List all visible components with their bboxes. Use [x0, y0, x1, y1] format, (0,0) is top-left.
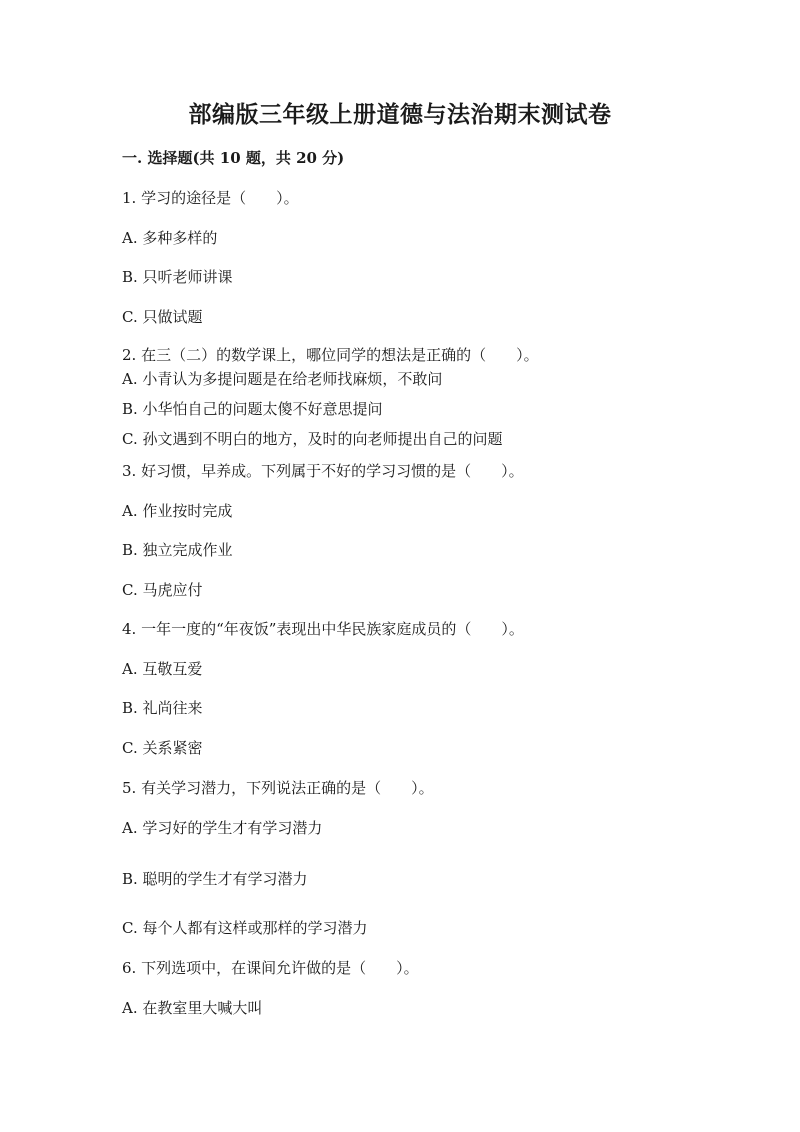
- question-1-option-a: A. 多种多样的: [122, 229, 218, 247]
- question-3-option-c: C. 马虎应付: [122, 581, 203, 599]
- question-5-stem: 5. 有关学习潜力，下列说法正确的是（ ）。: [122, 779, 434, 797]
- question-4-option-c: C. 关系紧密: [122, 739, 203, 757]
- question-3-option-a: A. 作业按时完成: [122, 502, 233, 520]
- question-3-stem: 3. 好习惯，早养成。下列属于不好的学习习惯的是（ ）。: [122, 462, 524, 480]
- question-2-option-c: C. 孙文遇到不明白的地方，及时的向老师提出自己的问题: [122, 430, 503, 448]
- question-1-option-c: C. 只做试题: [122, 308, 203, 326]
- exam-title: 部编版三年级上册道德与法治期末测试卷: [188, 101, 612, 128]
- question-1-option-b: B. 只听老师讲课: [122, 268, 233, 286]
- question-4-option-b: B. 礼尚往来: [122, 699, 203, 717]
- question-5-option-b: B. 聪明的学生才有学习潜力: [122, 870, 308, 888]
- question-2-option-a: A. 小青认为多提问题是在给老师找麻烦，不敢问: [122, 370, 443, 388]
- question-6-stem: 6. 下列选项中，在课间允许做的是（ ）。: [122, 959, 419, 977]
- question-5-option-a: A. 学习好的学生才有学习潜力: [122, 819, 323, 837]
- question-4-stem: 4. 一年一度的“年夜饭”表现出中华民族家庭成员的（ ）。: [122, 620, 524, 638]
- question-2-option-b: B. 小华怕自己的问题太傻不好意思提问: [122, 400, 383, 418]
- question-5-option-c: C. 每个人都有这样或那样的学习潜力: [122, 919, 368, 937]
- question-3-option-b: B. 独立完成作业: [122, 541, 233, 559]
- section-heading: 一. 选择题(共 10 题，共 20 分): [122, 149, 345, 167]
- question-2-stem: 2. 在三（二）的数学课上，哪位同学的想法是正确的（ ）。: [122, 346, 539, 364]
- question-4-option-a: A. 互敬互爱: [122, 660, 203, 678]
- question-1-stem: 1. 学习的途径是（ ）。: [122, 189, 299, 207]
- question-6-option-a: A. 在教室里大喊大叫: [122, 999, 263, 1017]
